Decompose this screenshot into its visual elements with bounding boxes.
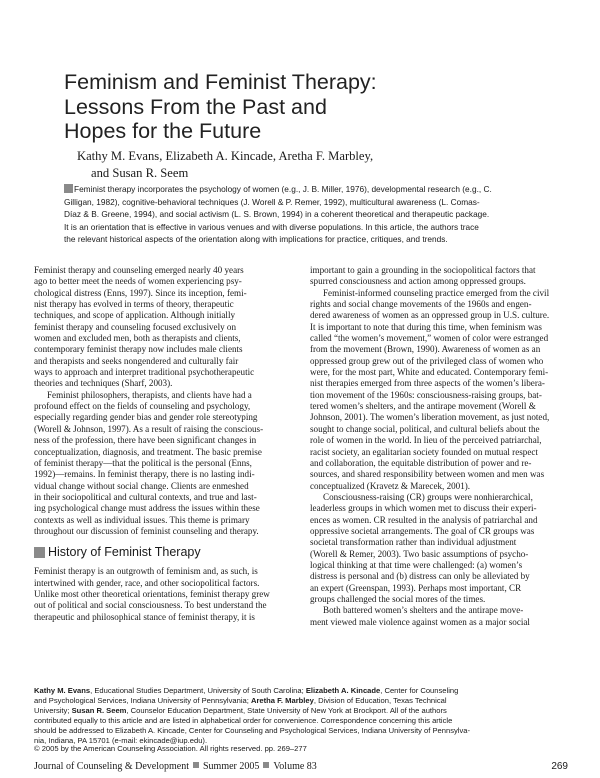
body-line: ago to better meet the needs of women experiencing psy-	[34, 276, 242, 287]
page-number: 269	[551, 761, 568, 772]
body-line: therapeutic and philosophical stance of feminist therapy, it is	[34, 611, 255, 622]
journal-issue: Summer 2005	[202, 761, 260, 772]
journal-name: Journal of Counseling & Development	[34, 761, 189, 772]
body-line: dered awareness of women as an oppressed group in U.S. culture.	[310, 310, 550, 321]
body-line: nist therapy has evolved in terms of theory, therapeutic	[34, 299, 234, 310]
body-line: distress is personal and (b) distress can only be alleviated by	[310, 571, 530, 582]
body-line: leaderless groups in which women met to discuss their experi-	[310, 503, 537, 514]
body-line: of feminist therapy—that the political is the personal (Enns,	[34, 457, 252, 468]
section-heading-text: History of Feminist Therapy	[48, 545, 201, 560]
body-line: nist therapies emerged from three aspects of the women’s libera-	[310, 378, 545, 389]
body-line: logical thinking at that time were challenged: (a) women’s	[310, 559, 523, 570]
author-name: Elizabeth A. Kincade	[305, 686, 381, 695]
body-line: techniques, and scope of application. Although initially	[34, 310, 236, 321]
footer-journal-info	[34, 761, 317, 772]
abstract-line: It is an orientation that is effective in various venues and with diverse populations. In this article, the authors trace	[64, 221, 479, 232]
author-name: Aretha F. Marbley	[250, 696, 314, 705]
body-line: chological distress (Enns, 1997). Since its inception, femi-	[34, 287, 247, 298]
footnote-text: , Division of Education, Texas Technical	[313, 696, 447, 705]
separator-square-icon	[263, 762, 269, 768]
body-line: sources, and shared responsibility between women and men was	[310, 469, 545, 480]
body-line: rights and social change movements of the 1960s and engen-	[310, 299, 532, 310]
body-line: and collaboration, the equitable distribution of power and re-	[310, 457, 532, 468]
footnote-text: , Educational Studies Department, University of South Carolina;	[90, 686, 306, 695]
body-line: oppressed group grew out of the privileged class of women who	[310, 355, 544, 366]
separator-square-icon	[193, 762, 199, 768]
title-line: Feminism and Feminist Therapy:	[64, 70, 377, 94]
body-line: called “the women’s movement,” women of color were estranged	[310, 333, 549, 344]
abstract-line: Díaz & B. Greene, 1994), and social activism (L. S. Brown, 1994) in a coherent theoretical and therapeutic package.	[64, 209, 490, 220]
body-line: contemporary feminist therapy now includes male clients	[34, 344, 243, 355]
body-line: oppressive societal arrangements. The goal of CR groups was	[310, 525, 535, 536]
footnote-text: University;	[34, 706, 72, 715]
article-title	[64, 70, 534, 144]
body-line: Unlike most other theoretical orientations, feminist therapy grew	[34, 588, 270, 599]
body-line: out of political and social consciousness. To best understand the	[34, 600, 267, 611]
body-line: societal transformation rather than individual adjustment	[310, 537, 517, 548]
body-line: ing psychological change must address the issues within these	[34, 503, 260, 514]
body-line: ences as women. CR resulted in the analysis of patriarchal and	[310, 514, 538, 525]
body-line: Feminist philosophers, therapists, and clients have had a	[47, 389, 252, 400]
body-line: Both battered women’s shelters and the antirape move-	[323, 605, 524, 616]
body-line: sought to change social, political, and cultural beliefs about the	[310, 423, 540, 434]
body-line: (Worell & Johnson, 1997). As a result of raising the conscious-	[34, 423, 264, 434]
journal-volume: Volume 83	[273, 761, 317, 772]
body-line: Feminist therapy is an outgrowth of feminism and, as such, is	[34, 566, 258, 577]
section-marker-icon	[34, 547, 45, 558]
body-line: feminist therapy and counseling focused exclusively on	[34, 321, 237, 332]
body-line: ness of the profession, there have been significant changes in	[34, 435, 257, 446]
body-line: racist society, an egalitarian society founded on mutual respect	[310, 446, 538, 457]
abstract-marker-icon	[64, 184, 73, 193]
body-line: profound effect on the fields of counseling and psychology,	[34, 401, 251, 412]
author-list	[77, 148, 557, 181]
body-line: 1992)—remains. In feminist therapy, there is no lasting indi-	[34, 469, 255, 480]
body-line: conceptualization, diagnosis, and treatment. The basic premise	[34, 446, 262, 457]
body-line: ment viewed male violence against women as a major social	[310, 616, 530, 627]
body-line: tered women’s shelters, and the antirape movement (Worell &	[310, 401, 536, 412]
body-line: role of women in the world. In lieu of the perceived patriarchal,	[310, 435, 542, 446]
body-line: It is important to note that during this time, when feminism was	[310, 321, 542, 332]
copyright-notice: © 2005 by the American Counseling Association. All rights reserved. pp. 269–277	[34, 744, 307, 753]
footnote-text: should be addressed to Elizabeth A. Kincade, Center for Counseling and Psychological Services, Indiana University of Pennsylva-	[34, 726, 471, 735]
body-line: especially regarding gender bias and gender role stereotyping	[34, 412, 258, 423]
body-line: contexts as well as individual issues. This theme is primary	[34, 514, 250, 525]
body-line: Consciousness-raising (CR) groups were nonhierarchical,	[323, 491, 533, 502]
body-line: in their sociopolitical and cultural contexts, and true and last-	[34, 491, 257, 502]
footnote-text: nia, Indiana, PA 15701 (e-mail: ekincade@iup.edu).	[34, 736, 208, 745]
body-line: Johnson, 2001). The women’s liberation movement, as just noted,	[310, 412, 550, 423]
abstract	[64, 183, 542, 246]
abstract-line: Feminist therapy incorporates the psychology of women (e.g., J. B. Miller, 1976), developmental research (e.g., C.	[74, 184, 492, 194]
body-line: vidual change without social change. Clients are enmeshed	[34, 480, 249, 491]
body-line: Feminist-informed counseling practice emerged from the civil	[323, 287, 550, 298]
body-column-right	[310, 265, 563, 628]
author-line: Kathy M. Evans, Elizabeth A. Kincade, Aretha F. Marbley,	[77, 149, 374, 163]
body-line: were, for the most part, White and educated. Contemporary femi-	[310, 367, 549, 378]
page-footer	[34, 761, 568, 775]
body-column-left	[34, 265, 287, 623]
author-line: and Susan R. Seem	[91, 165, 189, 180]
body-line: Feminist therapy and counseling emerged nearly 40 years	[34, 265, 244, 275]
body-line: throughout our discussion of feminist counseling and therapy.	[34, 525, 259, 536]
body-line: ways to approach and interpret traditional psychotherapeutic	[34, 367, 255, 378]
footnote-text: contributed equally to this article and are listed in alphabetical order for convenience. Correspondence concerning this article	[34, 716, 453, 725]
body-line: (Worell & Remer, 2003). Two basic assumptions of psycho-	[310, 548, 529, 559]
footnote-text: and Psychological Services, Indiana University of Pennsylvania;	[34, 696, 251, 705]
abstract-line: Gilligan, 1982), cognitive-behavioral techniques (J. Worell & P. Remer, 1992), multicultural awareness (L. Comas-	[64, 196, 480, 207]
body-line: an expert (Greenspan, 1993). Perhaps most important, CR	[310, 582, 522, 593]
body-line: and therapists and seeks nongendered and culturally fair	[34, 355, 239, 366]
title-line: Hopes for the Future	[64, 119, 262, 143]
body-line: spurred consciousness and action among oppressed groups.	[310, 276, 526, 287]
footnote-text: , Center for Counseling	[380, 686, 459, 695]
author-footnote	[34, 686, 574, 746]
body-line: important to gain a grounding in the sociopolitical factors that	[310, 265, 536, 275]
footnote-text: , Counselor Education Department, State University of New York at Brockport. All of the authors	[126, 706, 447, 715]
body-line: groups challenged the social mores of the times.	[310, 593, 486, 604]
body-line: tion movement of the 1960s: consciousness-raising groups, bat-	[310, 389, 542, 400]
abstract-line: the relevant historical aspects of the orientation along with implications for practice, critiques, and trends.	[64, 234, 448, 245]
section-heading	[34, 541, 287, 564]
body-line: women and excluded men, both as therapists and clients,	[34, 333, 241, 344]
author-name: Susan R. Seem	[71, 706, 127, 715]
body-line: from the movement (Brown, 1990). Awareness of women as an	[310, 344, 541, 355]
body-line: theories and techniques (Sharf, 2003).	[34, 378, 173, 389]
author-name: Kathy M. Evans	[34, 686, 91, 695]
body-line: conceptualized (Kravetz & Marecek, 2001).	[310, 480, 471, 491]
body-line: intertwined with gender, race, and other sociopolitical factors.	[34, 577, 260, 588]
title-line: Lessons From the Past and	[64, 94, 327, 119]
